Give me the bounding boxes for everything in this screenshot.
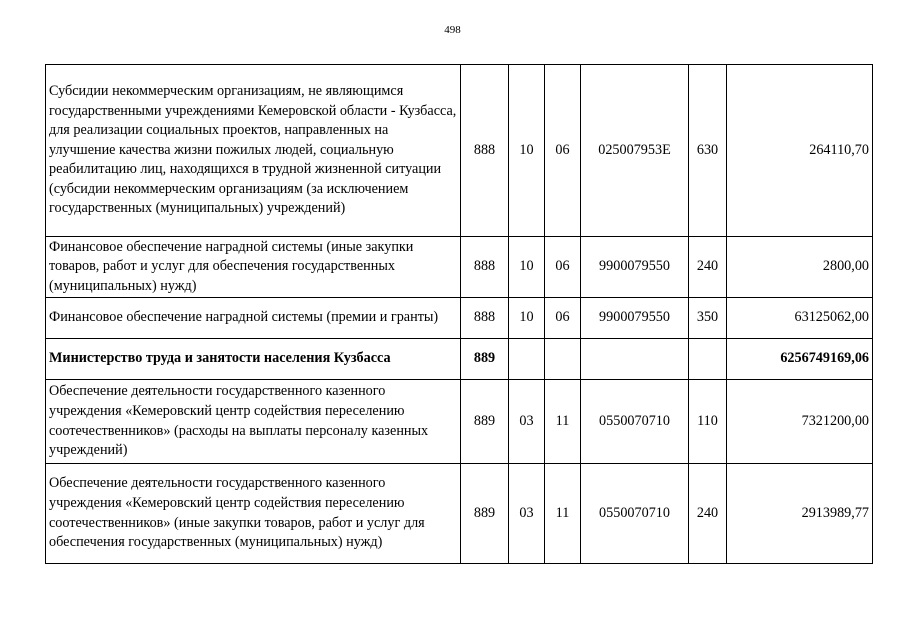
row-name-cell: Субсидии некоммерческим организациям, не являющимся государственными учреждениями Кемеровской области - Кузбасса, для реализации социальных проектов, направленных на улучшение качества жизни пожилых людей, социальную реабилитацию лиц, находящихся в трудной жизненной ситуации (субсидии некоммерческим организациям (за исключением государственных (муниципальных) учреждений): [46, 65, 461, 237]
amount-cell: 6256749169,06: [727, 339, 873, 380]
subsection-code-cell: 06: [545, 298, 581, 339]
section-code-cell: [509, 339, 545, 380]
subsection-code-cell: 06: [545, 65, 581, 237]
budget-table: [45, 64, 873, 564]
table-row-ministry-total: [46, 339, 873, 380]
amount-cell: 2800,00: [727, 237, 873, 298]
target-article-cell: 0550070710: [581, 380, 689, 464]
target-article-cell: 0550070710: [581, 464, 689, 564]
row-name-cell: Обеспечение деятельности государственного казенного учреждения «Кемеровский центр содействия переселению соотечественников» (иные закупки товаров, работ и услуг для обеспечения государственных (муниципальных) нужд): [46, 464, 461, 564]
ministry-code-cell: 888: [461, 237, 509, 298]
expense-type-cell: 350: [689, 298, 727, 339]
subsection-code-cell: 06: [545, 237, 581, 298]
row-name-cell: Финансовое обеспечение наградной системы (премии и гранты): [46, 298, 461, 339]
section-code-cell: 10: [509, 65, 545, 237]
amount-cell: 2913989,77: [727, 464, 873, 564]
expense-type-cell: 240: [689, 464, 727, 564]
expense-type-cell: 240: [689, 237, 727, 298]
ministry-code-cell: 889: [461, 464, 509, 564]
expense-type-cell: 630: [689, 65, 727, 237]
row-name-cell: Обеспечение деятельности государственного казенного учреждения «Кемеровский центр содействия переселению соотечественников» (расходы на выплаты персоналу казенных учреждений): [46, 380, 461, 464]
target-article-cell: [581, 339, 689, 380]
target-article-cell: 025007953Е: [581, 65, 689, 237]
table-row: [46, 298, 873, 339]
section-code-cell: 03: [509, 464, 545, 564]
table-row: [46, 464, 873, 564]
subsection-code-cell: 11: [545, 380, 581, 464]
expense-type-cell: [689, 339, 727, 380]
ministry-code-cell: 889: [461, 339, 509, 380]
amount-cell: 264110,70: [727, 65, 873, 237]
table-row: [46, 380, 873, 464]
row-name-cell: Министерство труда и занятости населения Кузбасса: [46, 339, 461, 380]
target-article-cell: 9900079550: [581, 237, 689, 298]
subsection-code-cell: 11: [545, 464, 581, 564]
ministry-code-cell: 888: [461, 65, 509, 237]
section-code-cell: 03: [509, 380, 545, 464]
ministry-code-cell: 889: [461, 380, 509, 464]
amount-cell: 7321200,00: [727, 380, 873, 464]
table-row: [46, 65, 873, 237]
section-code-cell: 10: [509, 298, 545, 339]
row-name-cell: Финансовое обеспечение наградной системы (иные закупки товаров, работ и услуг для обеспечения государственных (муниципальных) нужд): [46, 237, 461, 298]
amount-cell: 63125062,00: [727, 298, 873, 339]
target-article-cell: 9900079550: [581, 298, 689, 339]
page-number: 498: [444, 24, 461, 36]
subsection-code-cell: [545, 339, 581, 380]
expense-type-cell: 110: [689, 380, 727, 464]
table-row: [46, 237, 873, 298]
ministry-code-cell: 888: [461, 298, 509, 339]
section-code-cell: 10: [509, 237, 545, 298]
